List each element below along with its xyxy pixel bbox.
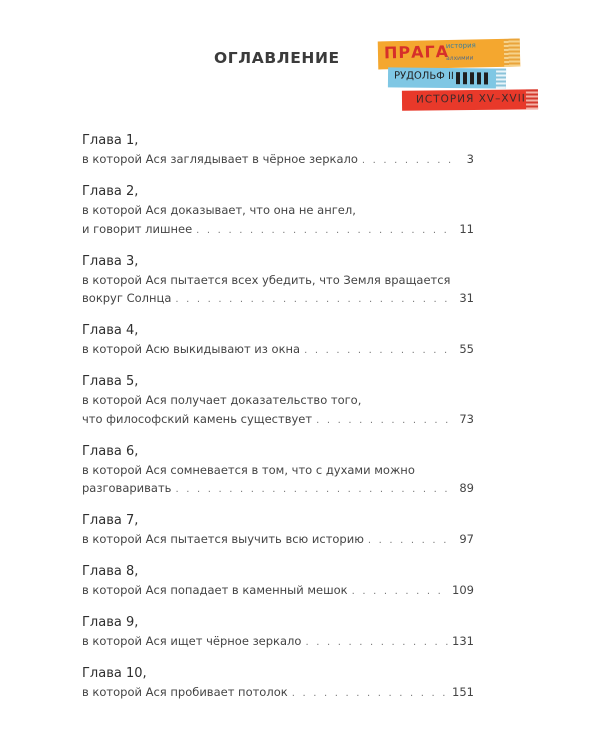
toc-line bbox=[82, 581, 474, 602]
chapter-description: разговаривать bbox=[82, 481, 172, 495]
toc-line bbox=[82, 461, 474, 480]
leader-dots bbox=[175, 481, 452, 500]
book-pages-edge bbox=[526, 89, 538, 109]
page-number: 97 bbox=[459, 532, 474, 546]
book-rudolf bbox=[388, 67, 506, 88]
page-number: 3 bbox=[466, 152, 474, 166]
chapter-description: в которой Ася получает доказательство того, bbox=[82, 393, 362, 407]
page-number: 109 bbox=[452, 583, 474, 597]
leader-dots bbox=[368, 532, 452, 551]
toc-line bbox=[82, 530, 474, 551]
leader-dots bbox=[292, 685, 448, 704]
toc-line bbox=[82, 271, 474, 290]
page-title: ОГЛАВЛЕНИЕ bbox=[214, 49, 340, 67]
chapter-description: в которой Ася попадает в каменный мешок bbox=[82, 583, 348, 597]
toc-line bbox=[82, 410, 474, 431]
toc-entry[interactable] bbox=[82, 614, 474, 653]
chapter-description: в которой Ася пытается всех убедить, что Земля вращается bbox=[82, 272, 451, 287]
book-barcode-decoration bbox=[456, 72, 490, 84]
leader-dots bbox=[316, 412, 452, 431]
book-subtitle: история bbox=[445, 41, 476, 51]
toc-entry[interactable] bbox=[82, 253, 474, 310]
toc-line bbox=[82, 220, 474, 241]
chapter-label: Глава 4, bbox=[82, 323, 139, 338]
toc-entry[interactable] bbox=[82, 183, 474, 240]
chapter-label: Глава 1, bbox=[82, 133, 139, 148]
page-number: 131 bbox=[452, 634, 474, 648]
chapter-description: и говорит лишнее bbox=[82, 221, 193, 236]
toc-entry[interactable] bbox=[82, 563, 474, 602]
leader-dots bbox=[352, 583, 448, 602]
chapter-label: Глава 3, bbox=[82, 253, 139, 269]
chapter-description: что философский камень существует bbox=[82, 411, 313, 426]
chapter-description: в которой Ася сомневается в том, что с духами можно bbox=[82, 462, 415, 477]
toc-entry[interactable] bbox=[82, 132, 474, 171]
chapter-description: в которой Ася ищет чёрное зеркало bbox=[82, 634, 302, 648]
page-header bbox=[0, 0, 600, 120]
table-of-contents bbox=[82, 132, 474, 716]
toc-line bbox=[82, 632, 474, 653]
books-illustration bbox=[378, 40, 538, 112]
toc-line bbox=[82, 683, 474, 704]
toc-entry[interactable] bbox=[82, 512, 474, 551]
chapter-label: Глава 2, bbox=[82, 184, 139, 199]
chapter-description: в которой Ася пытается выучить всю историю bbox=[82, 532, 364, 546]
leader-dots bbox=[362, 152, 452, 171]
leader-dots bbox=[305, 634, 448, 653]
chapter-label: Глава 7, bbox=[82, 513, 139, 528]
chapter-description: в которой Ася доказывает, что она не ангел, bbox=[82, 203, 356, 217]
book-pages-edge bbox=[504, 39, 521, 67]
chapter-label: Глава 6, bbox=[82, 443, 139, 459]
book-title: ИСТОРИЯ XV–XVII bbox=[415, 92, 526, 106]
page-number: 31 bbox=[459, 291, 474, 305]
toc-line bbox=[82, 201, 474, 220]
chapter-label: Глава 5, bbox=[82, 374, 139, 389]
chapter-description: в которой Ася заглядывает в чёрное зеркало bbox=[82, 152, 358, 166]
chapter-label: Глава 10, bbox=[82, 666, 147, 681]
toc-line bbox=[82, 289, 474, 310]
page-number: 55 bbox=[459, 342, 474, 356]
page-number: 151 bbox=[452, 685, 474, 699]
leader-dots bbox=[175, 291, 452, 310]
toc-entry[interactable] bbox=[82, 373, 474, 430]
page-number: 89 bbox=[459, 481, 474, 495]
toc-entry[interactable] bbox=[82, 443, 474, 500]
toc-entry[interactable] bbox=[82, 322, 474, 361]
chapter-description: вокруг Солнца bbox=[82, 291, 172, 305]
toc-line bbox=[82, 150, 474, 171]
chapter-description: в которой Ася пробивает потолок bbox=[82, 685, 288, 699]
leader-dots bbox=[304, 342, 452, 361]
chapter-label: Глава 9, bbox=[82, 615, 139, 630]
page-number: 11 bbox=[459, 221, 474, 236]
toc-line bbox=[82, 391, 474, 410]
book-title: РУДОЛЬФ II bbox=[393, 70, 454, 83]
chapter-label: Глава 8, bbox=[82, 564, 139, 579]
book-pages-edge bbox=[496, 69, 506, 89]
toc-line bbox=[82, 340, 474, 361]
book-title: ПРАГА bbox=[383, 42, 450, 63]
book-prague bbox=[378, 39, 521, 70]
book-subtitle: алхимии bbox=[446, 54, 474, 63]
leader-dots bbox=[196, 222, 452, 241]
book-history bbox=[402, 89, 538, 110]
toc-entry[interactable] bbox=[82, 665, 474, 704]
toc-line bbox=[82, 479, 474, 500]
page-number: 73 bbox=[459, 411, 474, 426]
chapter-description: в которой Асю выкидывают из окна bbox=[82, 342, 301, 356]
